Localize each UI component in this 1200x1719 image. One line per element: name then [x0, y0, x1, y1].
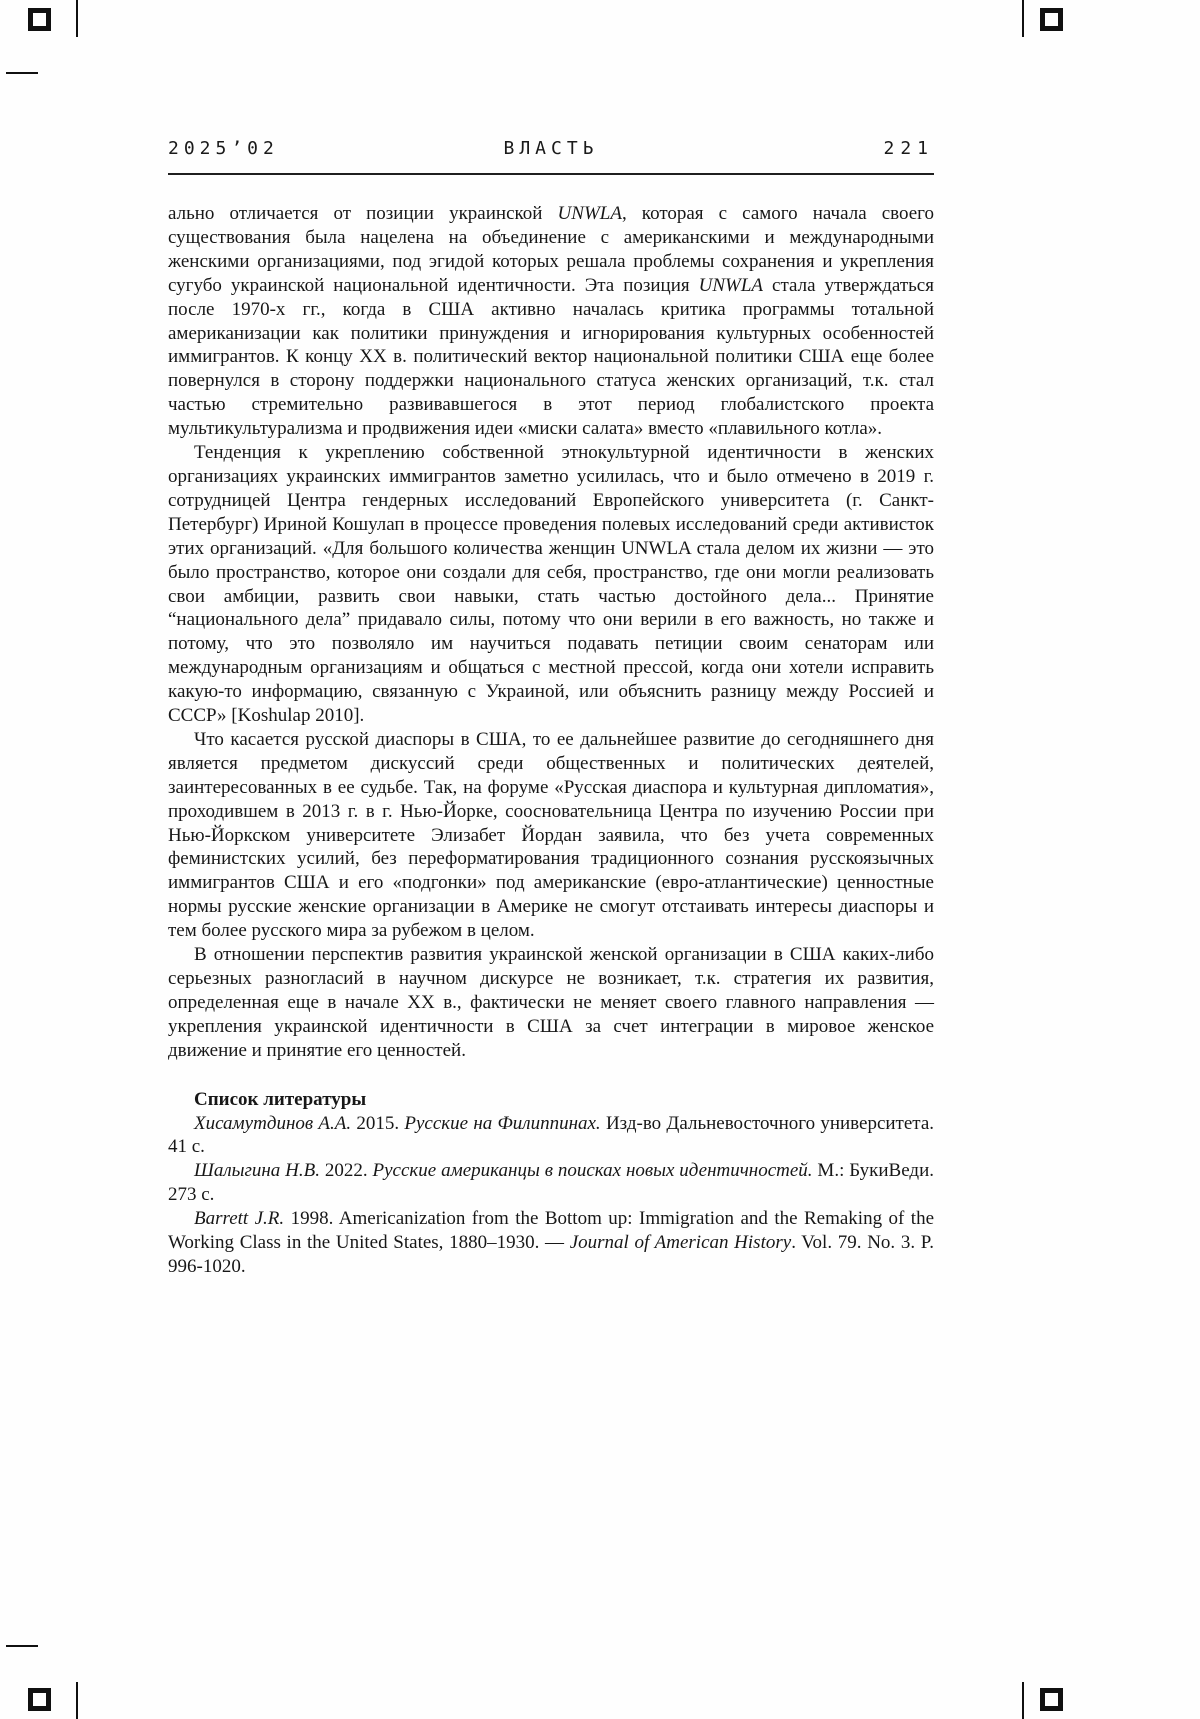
text-segment: Изд-во Дальневосточного университета. 41 с. — [168, 1112, 935, 1158]
text-segment: В отношении перспектив развития украинской женской организации в США каких-либо серьезных разногласий в научном дискурсе не возникает, т.к. стратегия их развития, определенная еще в начале XX в., фактически не меняет своего главного направления — укрепления украинской идентичности в США за счет интеграции в мировое женское движение и принятие его ценностей. — [168, 944, 934, 1061]
text-segment: Хисамутдинов А.А. — [194, 1112, 352, 1134]
crop-mark-vline-bottom-right — [1022, 1682, 1024, 1719]
paragraph — [168, 202, 934, 441]
issue-label: 2025’02 — [168, 138, 279, 159]
references-title: Список литературы — [194, 1088, 367, 1110]
reference-item — [168, 1112, 934, 1160]
text-segment: стала утверждаться после 1970-х гг., когда в США активно началась критика программы тотальной американизации как политики принуждения и игнорирования культурных особенностей иммигрантов. К концу XX в. политический вектор национальной политики США еще более повернулся в сторону поддержки национального статуса женских организаций, т.к. стал частью стремительно развивавшегося в этот период глобалистского проекта мультикультурализма и продвижения идеи «миски салата» вместо «плавильного котла». — [168, 274, 934, 440]
page-number: 221 — [883, 138, 934, 159]
running-header — [168, 138, 934, 164]
text-segment: UNWLA — [698, 274, 764, 296]
crop-mark-square-bottom-right — [1040, 1688, 1063, 1711]
text-segment: М.: БукиВеди. 273 с. — [168, 1160, 934, 1206]
text-segment: 2022. — [320, 1160, 373, 1182]
references-list — [168, 1112, 934, 1279]
paragraph — [168, 943, 934, 1063]
paragraph — [168, 441, 934, 728]
text-segment: Шалыгина Н.В. — [194, 1160, 320, 1182]
text-segment: Русские американцы в поисках новых идентичностей. — [372, 1160, 813, 1182]
text-segment: Русские на Филиппинах. — [404, 1112, 601, 1134]
reference-item — [168, 1159, 934, 1207]
crop-mark-square-top-left — [28, 8, 51, 31]
text-segment: Тенденция к укреплению собственной этнокультурной идентичности в женских организациях украинских иммигрантов заметно усилилась, что и было отмечено в 2019 г. сотрудницей Центра гендерных исследований Европейского университета (г. Санкт-Петербург) Ириной Кошулап в процессе проведения полевых исследований среди активисток этих организаций. «Для большого количества женщин UNWLA стала делом их жизни — это было пространство, которое они создали для себя, пространство, где они могли реализовать свои амбиции, развить свои навыки, стать частью достойного дела... Принятие “национального дела” придавало силы, потому что они верили в его важность, но также и потому, что это позволяло им научиться подавать петиции своим сенаторам или международным организациям и общаться с местной прессой, когда они хотели исправить какую-то информацию, связанную с Украиной, или объяснить разницу между Россией и СССР» [Koshulap 2010]. — [168, 442, 934, 727]
text-segment: Barrett J.R. — [194, 1208, 285, 1230]
crop-mark-vline-bottom-left — [76, 1682, 78, 1719]
text-segment: Journal of American History — [569, 1232, 792, 1254]
crop-mark-square-bottom-left — [28, 1688, 51, 1711]
text-segment: , которая с самого начала своего существования была нацелена на объединение с американскими и международными женскими организациями, под эгидой которых решала проблемы сохранения и укрепления сугубо украинской национальной идентичности. Эта позиция — [168, 203, 934, 296]
page-content — [168, 138, 934, 1279]
paragraph — [168, 728, 934, 943]
text-segment: . Vol. 79. No. 3. P. 996-1020. — [168, 1232, 934, 1277]
text-segment: 2015. — [351, 1112, 405, 1134]
journal-title: ВЛАСТЬ — [503, 138, 599, 159]
text-segment: Что касается русской диаспоры в США, то ее дальнейшее развитие до сегодняшнего дня является предметом дискуссий среди общественных и политических деятелей, заинтересованных в ее судьбе. Так, на форуме «Русская диаспора и культурная дипломатия», проходившем в 2013 г. в г. Нью-Йорке, соосновательница Центра по изучению России при Нью-Йоркском университете Элизабет Йордан заявила, что без учета современных феминистских усилий, без переформатирования традиционного сознания русскоязычных иммигрантов США и его «подгонки» под американские (евро-атлантические) ценностные нормы русские женские организации в Америке не смогут отстаивать интересы диаспоры и тем более русского мира за рубежом в целом. — [168, 728, 934, 942]
crop-mark-vline-top-right — [1022, 0, 1024, 37]
article-body — [168, 202, 934, 1063]
crop-mark-square-top-right — [1040, 8, 1063, 31]
crop-mark-hline-top-left — [6, 72, 38, 74]
header-rule — [168, 173, 934, 175]
text-segment: UNWLA — [557, 203, 622, 224]
crop-mark-hline-bottom-left — [6, 1645, 38, 1647]
text-segment: 1998. Americanization from the Bottom up: Immigration and the Remaking of the Working Class in the United States, 1880–1930. — — [168, 1208, 934, 1254]
crop-mark-vline-top-left — [76, 0, 78, 37]
reference-item — [168, 1207, 934, 1279]
references-section — [168, 1088, 934, 1279]
text-segment: ально отличается от позиции украинской — [168, 203, 558, 224]
